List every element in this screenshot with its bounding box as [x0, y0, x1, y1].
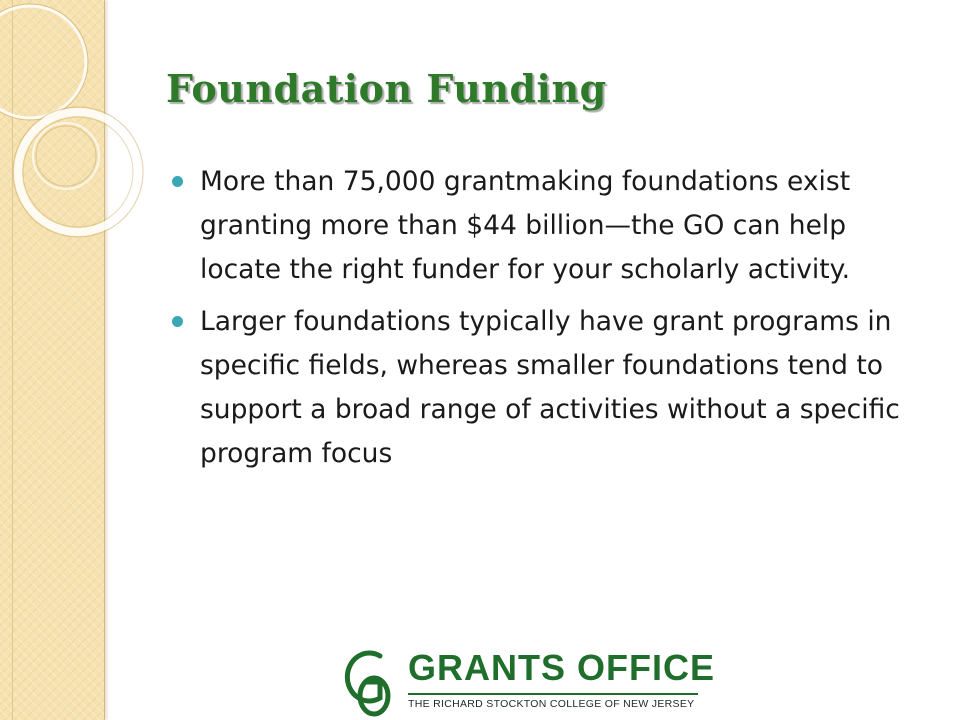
slide-title: Foundation Funding	[166, 66, 607, 111]
bullet-item	[172, 300, 912, 476]
bullet-list	[172, 160, 912, 484]
bullet-text: More than 75,000 grantmaking foundations exist granting more than $44 billion—the GO can help locate the right funder for your scholarly activity.	[200, 166, 851, 285]
bullet-dot-icon	[172, 176, 183, 187]
logo-subtitle: THE RICHARD STOCKTON COLLEGE OF NEW JERSEY	[408, 698, 695, 710]
decorative-circles-icon	[0, 0, 150, 300]
grants-office-logo	[336, 640, 715, 720]
go-monogram-icon	[336, 640, 406, 720]
logo-divider	[408, 693, 698, 695]
logo-title: GRANTS OFFICE	[408, 647, 715, 688]
bullet-dot-icon	[172, 316, 183, 327]
bullet-text: Larger foundations typically have grant programs in specific fields, whereas smaller foundations tend to support a broad range of activities without a specific program focus	[200, 306, 900, 469]
bullet-item	[172, 160, 912, 292]
